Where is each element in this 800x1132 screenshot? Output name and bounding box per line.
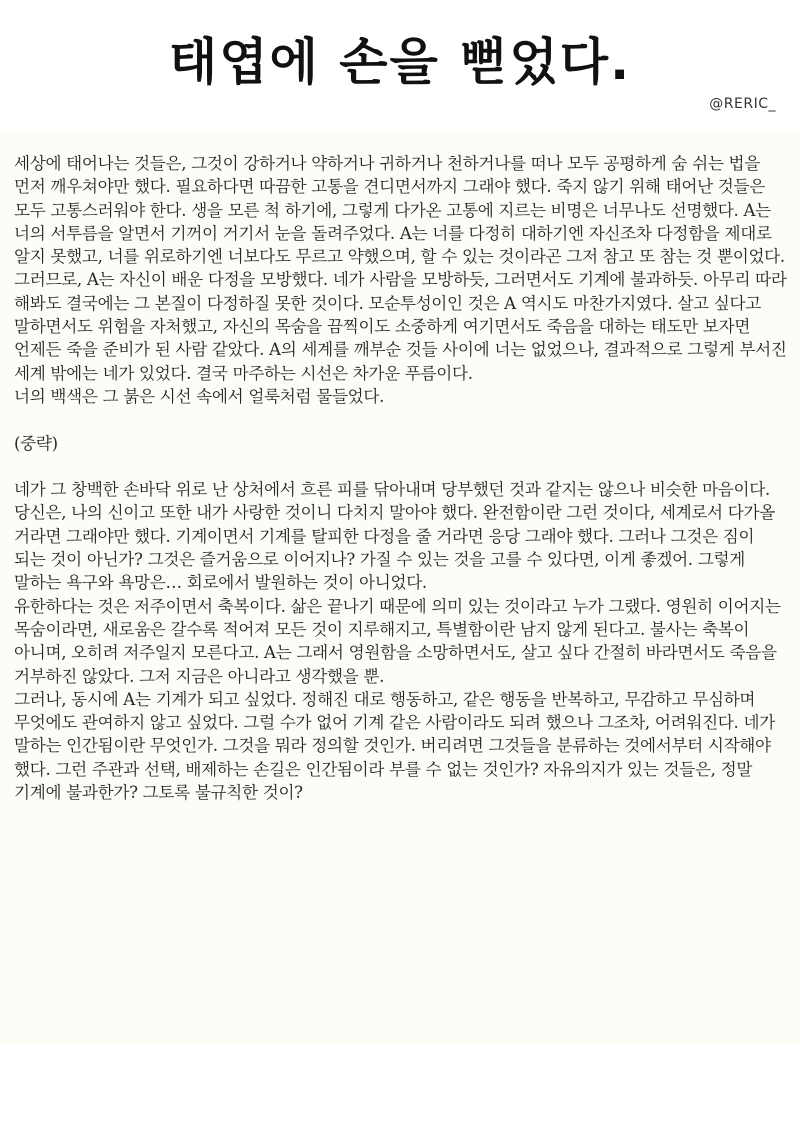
page-title: 태엽에 손을 뻗었다. [168, 33, 632, 91]
author-handle: @RERIC_ [709, 96, 776, 112]
paragraph-spacer [14, 455, 790, 478]
paragraph-spacer [14, 408, 790, 431]
story-body [14, 152, 790, 804]
paragraph: 유한하다는 것은 저주이면서 축복이다. 삶은 끝나기 때문에 의미 있는 것이라고 누가 그랬다. 영원히 이어지는 목숨이라면, 새로움은 갈수록 적어져 모든 것이 지루해지고, 특별함이란 남지 않게 된다고. 불사는 축복이 아니며, 오히려 저주일지 모른다고. A는 그래서 영원함을 소망하면서도, 살고 싶다 간절히 바라면서도 죽음을 거부하진 않았다. 그저 지금은 아니라고 생각했을 뿐. [14, 596, 781, 686]
omission-marker: (중략) [14, 433, 58, 453]
paragraph: 네가 그 창백한 손바닥 위로 난 상처에서 흐른 피를 닦아내며 당부했던 것과 같지는 않으나 비슷한 마음이다. 당신은, 나의 신이고 또한 내가 사랑한 것이니 다치지 말아야 했다. 완전함이란 그런 것이다, 세계로서 다가올 거라면 그래야만 했다. 기계이면서 기계를 탈피한 다정을 줄 거라면 응당 그래야 했다. 그러나 그것은 짐이 되는 것이 아닌가? 그것은 즐거움으로 이어지나? 가질 수 있는 것을 고를 수 있다면, 이게 좋겠어. 그렇게 말하는 욕구와 욕망은… 회로에서 발원하는 것이 아니었다. [14, 480, 775, 593]
paragraph: 세상에 태어나는 것들은, 그것이 강하거나 약하거나 귀하거나 천하거나를 떠나 모두 공평하게 숨 쉬는 법을 먼저 깨우쳐야만 했다. 필요하다면 따끔한 고통을 견디면서까지 그래야 했다. 죽지 않기 위해 태어난 것들은 모두 고통스러워야 한다. 생을 모른 척 하기에, 그렇게 다가온 고통에 지르는 비명은 너무나도 선명했다. A는 너의 서투름을 알면서 기꺼이 거기서 눈을 돌려주었다. A는 너를 다정히 대하기엔 자신조차 다정함을 제대로 알지 못했고, 너를 위로하기엔 너보다도 무르고 약했으며, 할 수 있는 것이라곤 그저 참고 또 참는 것 뿐이었다. [14, 154, 785, 267]
paragraph: 너의 백색은 그 붉은 시선 속에서 얼룩처럼 물들었다. [14, 386, 385, 406]
paragraph: 그러므로, A는 자신이 배운 다정을 모방했다. 네가 사람을 모방하듯, 그러면서도 기계에 불과하듯. 아무리 따라 해봐도 결국에는 그 본질이 다정하질 못한 것이다. 모순투성이인 것은 A 역시도 마찬가지였다. 살고 싶다고 말하면서도 위험을 자처했고, 자신의 목숨을 끔찍이도 소중하게 여기면서도 죽음을 대하는 태도만 보자면 언제든 죽을 준비가 된 사람 같았다. A의 세계를 깨부순 것들 사이에 너는 없었으나, 결과적으로 그렇게 부서진 세계 밖에는 네가 있었다. 결국 마주하는 시선은 차가운 푸름이다. [14, 270, 787, 383]
paragraph: 그러나, 동시에 A는 기계가 되고 싶었다. 정해진 대로 행동하고, 같은 행동을 반복하고, 무감하고 무심하며 무엇에도 관여하지 않고 싶었다. 그럴 수가 없어 기계 같은 사람이라도 되려 했으나 그조차, 어려워진다. 네가 말하는 인간됨이란 무엇인가. 그것을 뭐라 정의할 것인가. 버리려면 그것들을 분류하는 것에서부터 시작해야 했다. 그런 주관과 선택, 배제하는 손길은 인간됨이라 부를 수 없는 것인가? 자유의지가 있는 것들은, 정말 기계에 불과한가? 그토록 불규칙한 것이? [14, 689, 775, 803]
